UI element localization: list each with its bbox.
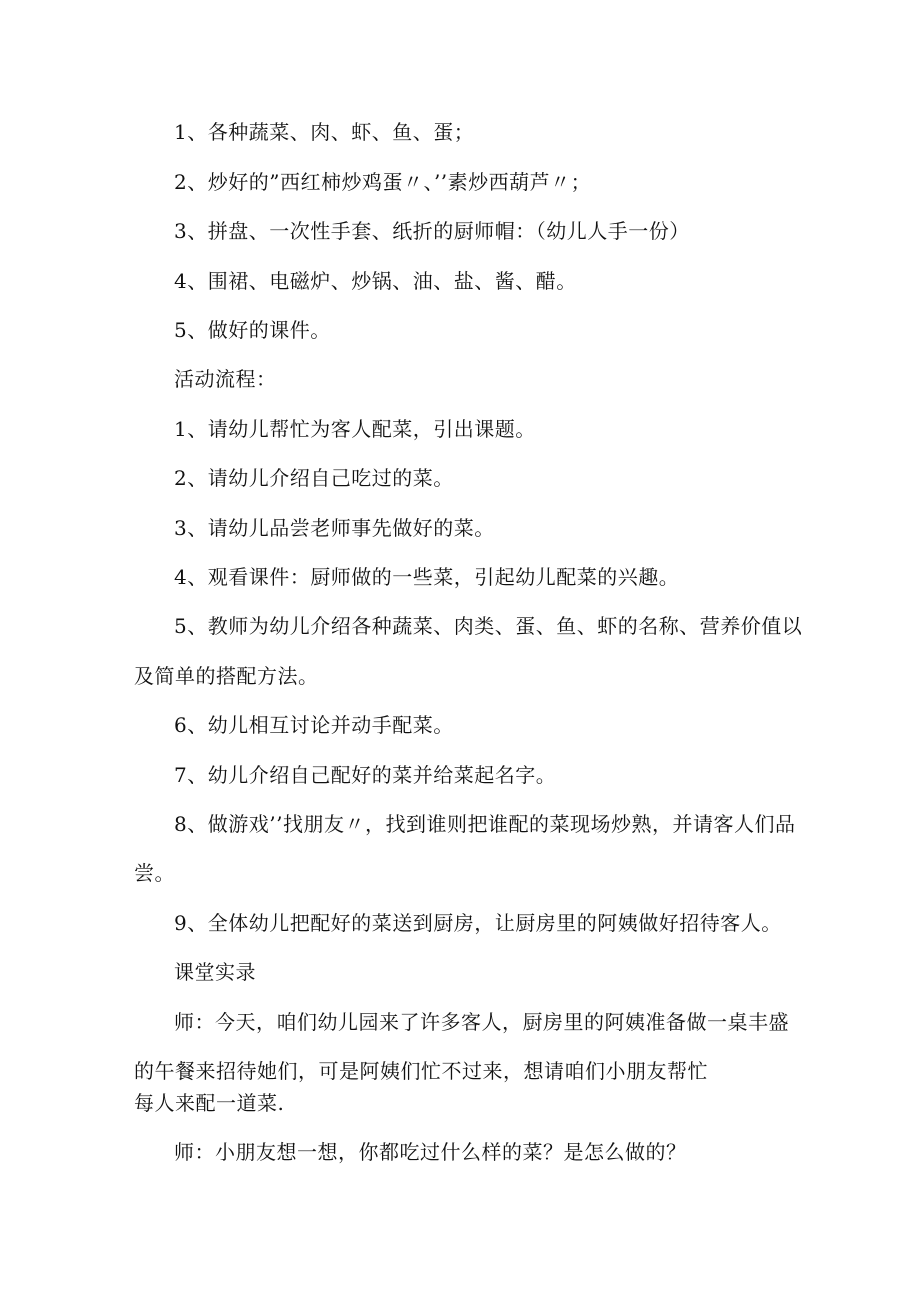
- process-step-1: 1、请幼儿帮忙为客人配菜，引出课题。: [174, 417, 536, 441]
- material-item-3: 3、拼盘、一次性手套、纸折的厨师帽：（幼儿人手一份）: [174, 219, 690, 243]
- process-step-5: 5、教师为幼儿介绍各种蔬菜、肉类、蛋、鱼、虾的名称、营养价值以: [174, 614, 803, 638]
- process-step-3: 3、请幼儿品尝老师事先做好的菜。: [174, 516, 495, 540]
- material-item-1: 1、各种蔬菜、肉、虾、鱼、蛋；: [174, 120, 475, 144]
- section-heading-classroom-record: 课堂实录: [174, 960, 256, 984]
- process-step-8: 8、做游戏’’找朋友〃，找到谁则把谁配的菜现场炒熟，并请客人们品: [174, 812, 796, 836]
- material-item-2: 2、炒好的”西红柿炒鸡蛋〃、’’素炒西葫芦〃；: [174, 170, 592, 194]
- process-step-6: 6、幼儿相互讨论并动手配菜。: [174, 713, 454, 737]
- process-step-9: 9、全体幼儿把配好的菜送到厨房，让厨房里的阿姨做好招待客人。: [174, 911, 782, 935]
- process-step-5-continued: 及简单的搭配方法。: [134, 664, 319, 688]
- teacher-line-1: 师：今天，咱们幼儿园来了许多客人，厨房里的阿姨准备做一桌丰盛: [174, 1010, 789, 1034]
- process-step-7: 7、幼儿介绍自己配好的菜并给菜起名字。: [174, 763, 557, 787]
- teacher-line-1-continued-2: 每人来配一道菜.: [134, 1091, 285, 1115]
- section-heading-activity-process: 活动流程：: [174, 367, 277, 391]
- material-item-5: 5、做好的课件。: [174, 318, 331, 342]
- process-step-2: 2、请幼儿介绍自己吃过的菜。: [174, 466, 454, 490]
- process-step-4: 4、观看课件：厨师做的一些菜，引起幼儿配菜的兴趣。: [174, 565, 680, 589]
- teacher-line-1-continued: 的午餐来招待她们，可是阿姨们忙不过来，想请咱们小朋友帮忙: [134, 1059, 708, 1083]
- process-step-8-continued: 尝。: [134, 861, 175, 885]
- teacher-line-2: 师：小朋友想一想，你都吃过什么样的菜？是怎么做的？: [174, 1140, 687, 1164]
- material-item-4: 4、围裙、电磁炉、炒锅、油、盐、酱、醋。: [174, 269, 577, 293]
